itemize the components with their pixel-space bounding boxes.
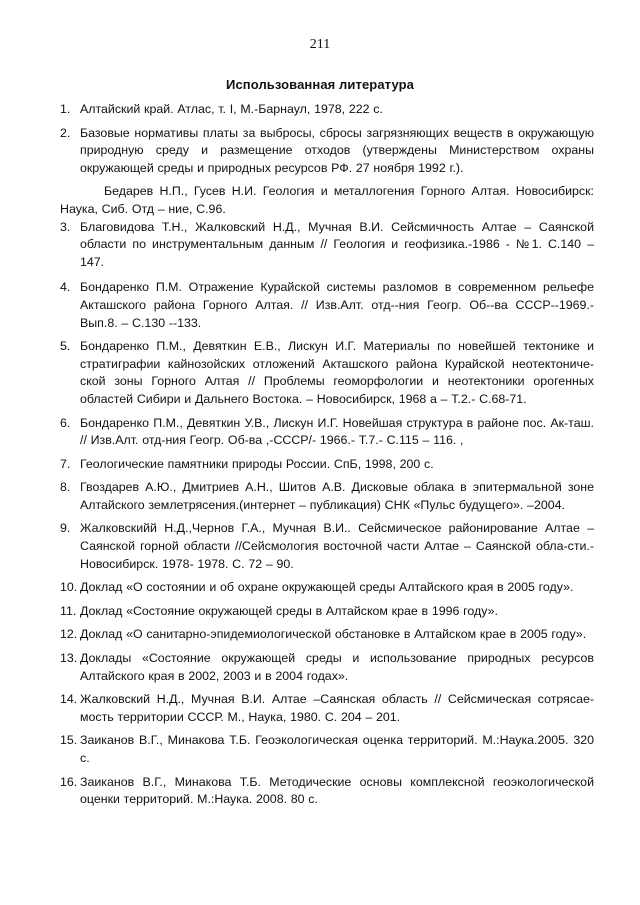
reference-number: 6.: [60, 415, 71, 430]
reference-item: [60, 479, 594, 514]
reference-number: 11.: [60, 603, 77, 618]
reference-item: [60, 183, 594, 218]
reference-text: Доклад «О состоянии и об охране окружающей среды Алтайского края в 2005 году».: [80, 580, 574, 595]
reference-number: 5.: [60, 339, 71, 354]
reference-text: Заиканов В.Г., Минакова Т.Б. Геоэкологическая оценка территорий. М.:Наука.2005. 320 с.: [80, 733, 594, 765]
reference-number: 9.: [60, 521, 71, 536]
reference-number: 2.: [60, 125, 71, 140]
reference-item: [60, 691, 594, 726]
reference-text: Доклад «Состояние окружающей среды в Алтайском крае в 1996 году».: [80, 603, 498, 618]
reference-number: 4.: [60, 280, 71, 295]
reference-item: [60, 279, 594, 332]
reference-text: Жалковскийй Н.Д.,Чернов Г.А., Мучная В.И.. Сейсмическое районирование Алтае – Саянской горной области //Сейсмология восточной части Алтае – Саянской обла-сти.- Новосибирск. 1978- 1978. С. 72 – 90.: [80, 521, 594, 571]
reference-item: [60, 579, 594, 597]
reference-number: 3.: [60, 219, 71, 234]
reference-text: Доклады «Состояние окружающей среды и использование природных ресурсов Алтайского края в 2002, 2003 и в 2004 годах».: [80, 651, 594, 683]
reference-item: [60, 338, 594, 408]
reference-number: 1.: [60, 102, 71, 116]
reference-item: [60, 650, 594, 685]
reference-number: 8.: [60, 480, 71, 495]
reference-text: Бедарев Н.П., Гусев Н.И. Геология и металлогения Горного Алтая. Новосибирск: Наука, Сиб. Отд – ние, С.96.: [60, 184, 594, 216]
reference-item: [60, 732, 594, 767]
page-title: Использованная литература: [226, 77, 414, 92]
reference-number: 14.: [60, 692, 78, 707]
reference-text: Алтайский край. Атлас, т. I, М.-Барнаул, 1978, 222 с.: [80, 102, 383, 116]
reference-text: Бондаренко П.М. Отражение Курайской системы разломов в современном рельефе Акташского района Горного Алтая. // Изв.Алт. отд--ния Геогр. Об--ва СССР--1969.-Вып.8. – С.130 --133.: [80, 280, 594, 330]
reference-item: [60, 626, 594, 644]
reference-text: Гвоздарев А.Ю., Дмитриев А.Н., Шитов А.В. Дисковые облака в эпитермальной зоне Алтайского землетрясения.(интернет – публикация) СНК «Пульс будущего». –2004.: [80, 480, 594, 512]
reference-text: Благовидова Т.Н., Жалковский Н.Д., Мучная В.И. Сейсмичность Алтае – Саянской области по инструментальным данным // Геология и геофизика.-1986 - №1. С.140 – 147.: [80, 219, 594, 269]
reference-number: 13.: [60, 651, 78, 666]
reference-item: [60, 101, 594, 119]
reference-item: [60, 774, 594, 809]
reference-text: Геологические памятники природы России. СпБ, 1998, 200 с.: [80, 456, 434, 471]
reference-item: [60, 603, 594, 621]
reference-text: Бондаренко П.М., Девяткин У.В., Лискун И.Г. Новейшая структура в районе пос. Ак-таш. // Изв.Алт. отд-ния Геогр. Об-ва ,-СССР/- 1966.- Т.7.- С.115 – 116. ,: [80, 415, 594, 448]
reference-number: 7.: [60, 456, 71, 471]
reference-number: 12.: [60, 627, 78, 642]
reference-number: 15.: [60, 733, 78, 748]
reference-item: [60, 520, 594, 573]
reference-item: [60, 219, 594, 272]
reference-text: Бондаренко П.М., Девяткин Е.В., Лискун И.Г. Материалы по новейшей тектонике и стратиграфии кайнозойских отложений Акташского района Курайской неотектониче-ской зоны Горного Алтая // Проблемы геоморфологии и неотектоники орогенных областей Сибири и Дальнего Востока. – Новосибирск, 1968 а – Т.2.- С.68-71.: [80, 339, 594, 406]
reference-item: [60, 125, 594, 178]
reference-item: [60, 415, 594, 450]
reference-number: 16.: [60, 774, 78, 789]
reference-item: [60, 456, 594, 474]
reference-number: 10.: [60, 580, 78, 595]
reference-text: Заиканов В.Г., Минакова Т.Б. Методические основы комплексной геоэкологической оценки территорий. М.:Наука. 2008. 80 с.: [80, 774, 594, 807]
reference-list: [60, 101, 594, 815]
reference-text: Доклад «О санитарно-эпидемиологической обстановке в Алтайском крае в 2005 году».: [80, 627, 587, 642]
reference-text: Базовые нормативы платы за выбросы, сбросы загрязняющих веществ в окружающую природную среду и размещение отходов (утверждены Министерством охраны окружающей среды и природных ресурсов РФ. 27 ноября 1992 г.).: [80, 125, 594, 175]
page-number: 211: [309, 37, 331, 52]
reference-text: Жалковский Н.Д., Мучная В.И. Алтае –Саянская область // Сейсмическая сотрясае-мость территории СССР. М., Наука, 1980. С. 204 – 201.: [80, 692, 594, 724]
